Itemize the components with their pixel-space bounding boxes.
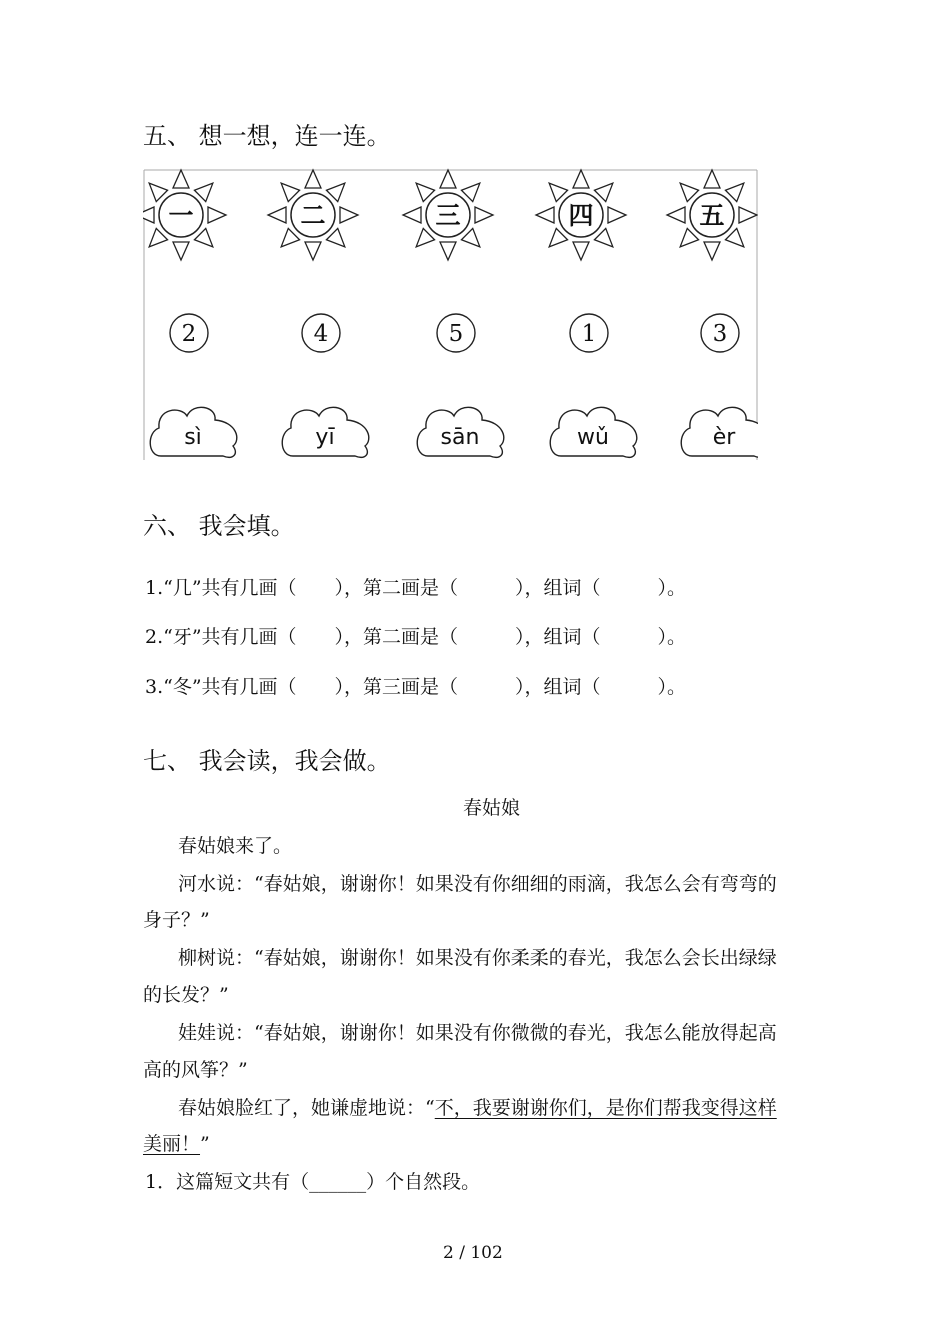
paragraph-4-line-2: 高的风筝？” [143, 1059, 248, 1081]
page-number: 2 / 102 [443, 1243, 503, 1263]
pinyin-cloud-4[interactable] [550, 407, 637, 457]
pinyin-label: wǔ [577, 425, 609, 450]
paragraph-5-line-1 [178, 1093, 777, 1120]
paragraph-2-line-1: 河水说：“春姑娘，谢谢你！如果没有你细细的雨滴，我怎么会有弯弯的 [178, 873, 777, 895]
pinyin-label: yī [315, 425, 335, 450]
section-7-heading: 七、 我会读，我会做。 [143, 747, 391, 775]
sun-ray [549, 183, 567, 201]
sun-ray [680, 228, 698, 246]
sun-numeral-label: 五 [699, 201, 725, 230]
sun-5[interactable] [667, 170, 757, 260]
sun-ray [416, 183, 434, 201]
sun-ray [461, 183, 479, 201]
sun-ray [680, 183, 698, 201]
digit-label: 4 [313, 321, 329, 347]
sun-ray [340, 207, 358, 223]
paragraph-5-underlined: 不，我要谢谢你们，是你们帮我变得这样 [434, 1097, 777, 1119]
matching-figure [143, 168, 758, 460]
sun-ray [440, 170, 456, 188]
digit-circle-2[interactable] [302, 314, 340, 352]
sun-ray [208, 207, 226, 223]
sun-ray [704, 170, 720, 188]
sun-ray [704, 242, 720, 260]
paragraph-5-lead: 春姑娘脸红了，她谦虚地说：“ [178, 1097, 435, 1119]
sun-ray [573, 242, 589, 260]
digit-circle-3[interactable] [437, 314, 475, 352]
sun-2[interactable] [268, 170, 358, 260]
sun-ray [403, 207, 421, 223]
sun-ray [173, 242, 189, 260]
paragraph-4-line-1: 娃娃说：“春姑娘，谢谢你！如果没有你微微的春光，我怎么能放得起高 [178, 1022, 777, 1044]
pinyin-label: èr [712, 425, 736, 450]
digit-label: 5 [448, 321, 464, 347]
sun-ray [725, 228, 743, 246]
paragraph-5-line-2 [143, 1129, 210, 1156]
sun-ray [305, 170, 321, 188]
digit-circle-1[interactable] [170, 314, 208, 352]
sun-ray [440, 242, 456, 260]
pinyin-label: sì [184, 425, 202, 450]
section-6-heading: 六、 我会填。 [143, 512, 295, 540]
cloud-row [150, 407, 758, 457]
digit-label: 1 [581, 321, 597, 347]
sun-ray [149, 183, 167, 201]
paragraph-1: 春姑娘来了。 [178, 835, 293, 857]
fill-item-2: 2.“牙”共有几画（ ），第二画是（ ），组词（ ）。 [145, 626, 687, 648]
sun-ray [725, 183, 743, 201]
sun-ray [536, 207, 554, 223]
paragraph-5-underlined-end: 美丽！ [143, 1133, 201, 1155]
pinyin-cloud-3[interactable] [417, 407, 504, 457]
sun-ray [461, 228, 479, 246]
sun-1[interactable] [143, 170, 226, 260]
digit-label: 3 [712, 321, 728, 347]
paragraph-3-line-2: 的长发？” [143, 984, 229, 1006]
fill-item-3: 3.“冬”共有几画（ ），第三画是（ ），组词（ ）。 [145, 676, 687, 698]
sun-ray [149, 228, 167, 246]
sun-ray [667, 207, 685, 223]
story-title: 春姑娘 [463, 797, 521, 819]
sun-3[interactable] [403, 170, 493, 260]
sun-row [143, 170, 757, 260]
sun-numeral-label: 一 [168, 201, 194, 230]
sun-ray [573, 170, 589, 188]
sun-ray [594, 183, 612, 201]
sun-numeral-label: 二 [300, 201, 326, 230]
digit-row [170, 314, 739, 352]
paragraph-3-line-1: 柳树说：“春姑娘，谢谢你！如果没有你柔柔的春光，我怎么会长出绿绿 [178, 947, 777, 969]
sun-ray [281, 228, 299, 246]
sun-4[interactable] [536, 170, 626, 260]
sun-ray [475, 207, 493, 223]
sun-ray [173, 170, 189, 188]
pinyin-cloud-5[interactable] [681, 407, 758, 457]
question-1: 1．这篇短文共有（______）个自然段。 [145, 1171, 481, 1193]
digit-circle-4[interactable] [570, 314, 608, 352]
sun-ray [416, 228, 434, 246]
paragraph-2-line-2: 身子？” [143, 909, 210, 931]
sun-ray [549, 228, 567, 246]
fill-item-1: 1.“几”共有几画（ ），第二画是（ ），组词（ ）。 [145, 577, 687, 599]
sun-ray [739, 207, 757, 223]
sun-numeral-label: 四 [568, 201, 594, 230]
sun-ray [305, 242, 321, 260]
paragraph-5-close-quote: ” [200, 1133, 210, 1155]
digit-label: 2 [181, 321, 197, 347]
sun-ray [143, 207, 154, 223]
sun-ray [194, 183, 212, 201]
section-5-heading: 五、 想一想，连一连。 [143, 122, 391, 150]
sun-numeral-label: 三 [435, 201, 461, 230]
sun-ray [268, 207, 286, 223]
sun-ray [326, 183, 344, 201]
sun-ray [194, 228, 212, 246]
sun-ray [326, 228, 344, 246]
matching-figure-canvas [143, 168, 758, 460]
sun-ray [594, 228, 612, 246]
pinyin-cloud-1[interactable] [150, 407, 237, 457]
sun-ray [281, 183, 299, 201]
pinyin-label: sān [440, 425, 480, 450]
pinyin-cloud-2[interactable] [282, 407, 369, 457]
sun-ray [608, 207, 626, 223]
digit-circle-5[interactable] [701, 314, 739, 352]
